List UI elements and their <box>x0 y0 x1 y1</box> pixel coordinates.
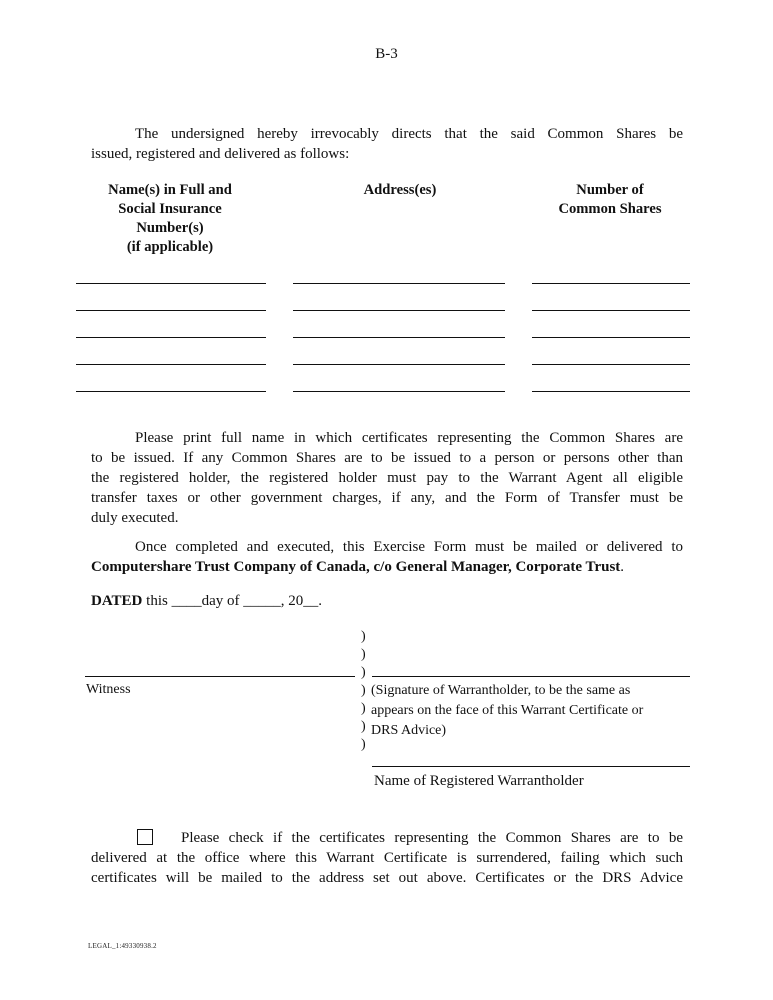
column-header-shares-line-2: Common Shares <box>558 201 662 217</box>
print-line-3: the registered holder, the registered holder must pay to the Warrant Agent all eligible <box>91 470 683 486</box>
bracket-mark: ) <box>361 647 366 662</box>
checkbox-line-2: delivered at the office where this Warrant Certificate is surrendered, failing which such <box>91 850 683 866</box>
column-header-name-line-3: Number(s) <box>136 220 204 236</box>
column-header-address <box>300 181 500 200</box>
shares-line[interactable] <box>532 283 690 284</box>
shares-line[interactable] <box>532 337 690 338</box>
name-line[interactable] <box>76 364 266 365</box>
bracket-column <box>361 628 366 754</box>
address-line[interactable] <box>293 337 505 338</box>
signature-note-line-1: (Signature of Warrantholder, to be the same as <box>371 683 631 698</box>
name-line[interactable] <box>76 283 266 284</box>
name-line[interactable] <box>76 391 266 392</box>
mailing-paragraph <box>91 537 683 577</box>
print-instructions-paragraph <box>91 428 683 528</box>
checkbox-line-1: Please check if the certificates representing the Common Shares are to be <box>181 830 683 846</box>
registered-holder-name-line[interactable] <box>372 766 690 767</box>
signature-note-line-2: appears on the face of this Warrant Certificate or <box>371 703 644 718</box>
dated-label: DATED <box>91 593 143 609</box>
bracket-mark: ) <box>361 629 366 644</box>
column-header-name-line-1: Name(s) in Full and <box>108 182 232 198</box>
shares-line[interactable] <box>532 364 690 365</box>
checkbox-paragraph <box>91 828 683 888</box>
name-line[interactable] <box>76 337 266 338</box>
company-period: . <box>620 559 625 575</box>
document-code: LEGAL_1:49330938.2 <box>88 942 157 950</box>
address-line[interactable] <box>293 283 505 284</box>
address-line[interactable] <box>293 310 505 311</box>
intro-paragraph <box>91 124 683 164</box>
column-header-name <box>72 181 268 257</box>
mailing-line-1: Once completed and executed, this Exercise Form must be mailed or delivered to <box>135 539 683 555</box>
address-line[interactable] <box>293 391 505 392</box>
registered-holder-label: Name of Registered Warrantholder <box>374 773 584 789</box>
shares-line[interactable] <box>532 391 690 392</box>
bracket-mark: ) <box>361 737 366 752</box>
signature-note-line-3: DRS Advice) <box>371 723 447 738</box>
print-line-5: duly executed. <box>91 510 179 526</box>
address-line[interactable] <box>293 364 505 365</box>
column-header-address-line-1: Address(es) <box>363 182 437 198</box>
page-number: B-3 <box>375 46 398 62</box>
signature-note <box>371 681 643 741</box>
company-name: Computershare Trust Company of Canada, c/o General Manager, Corporate Trust <box>91 559 621 575</box>
column-header-shares-line-1: Number of <box>576 182 644 198</box>
column-header-name-line-4: (if applicable) <box>126 239 214 255</box>
print-line-4: transfer taxes or other government charges, if any, and the Form of Transfer must be <box>91 490 683 506</box>
column-header-shares <box>530 181 690 219</box>
intro-line-2: issued, registered and delivered as follows: <box>91 146 350 162</box>
dated-line[interactable] <box>91 591 322 611</box>
dated-blanks[interactable]: this ____day of _____, 20__. <box>142 593 322 609</box>
mailing-line-2 <box>91 557 683 577</box>
intro-line-1: The undersigned hereby irrevocably directs that the said Common Shares be <box>135 126 683 142</box>
print-line-2: to be issued. If any Common Shares are to be issued to a person or persons other than <box>91 450 683 466</box>
witness-signature-line[interactable] <box>85 676 355 677</box>
warrantholder-signature-line[interactable] <box>372 676 690 677</box>
print-line-1: Please print full name in which certificates representing the Common Shares are <box>135 430 683 446</box>
bracket-mark: ) <box>361 701 366 716</box>
checkbox-line-3: certificates will be mailed to the address set out above. Certificates or the DRS Advice <box>91 870 683 886</box>
column-header-name-line-2: Social Insurance <box>118 201 222 217</box>
bracket-mark: ) <box>361 683 366 698</box>
name-line[interactable] <box>76 310 266 311</box>
witness-label: Witness <box>86 682 131 697</box>
bracket-mark: ) <box>361 719 366 734</box>
bracket-mark: ) <box>361 665 366 680</box>
shares-line[interactable] <box>532 310 690 311</box>
